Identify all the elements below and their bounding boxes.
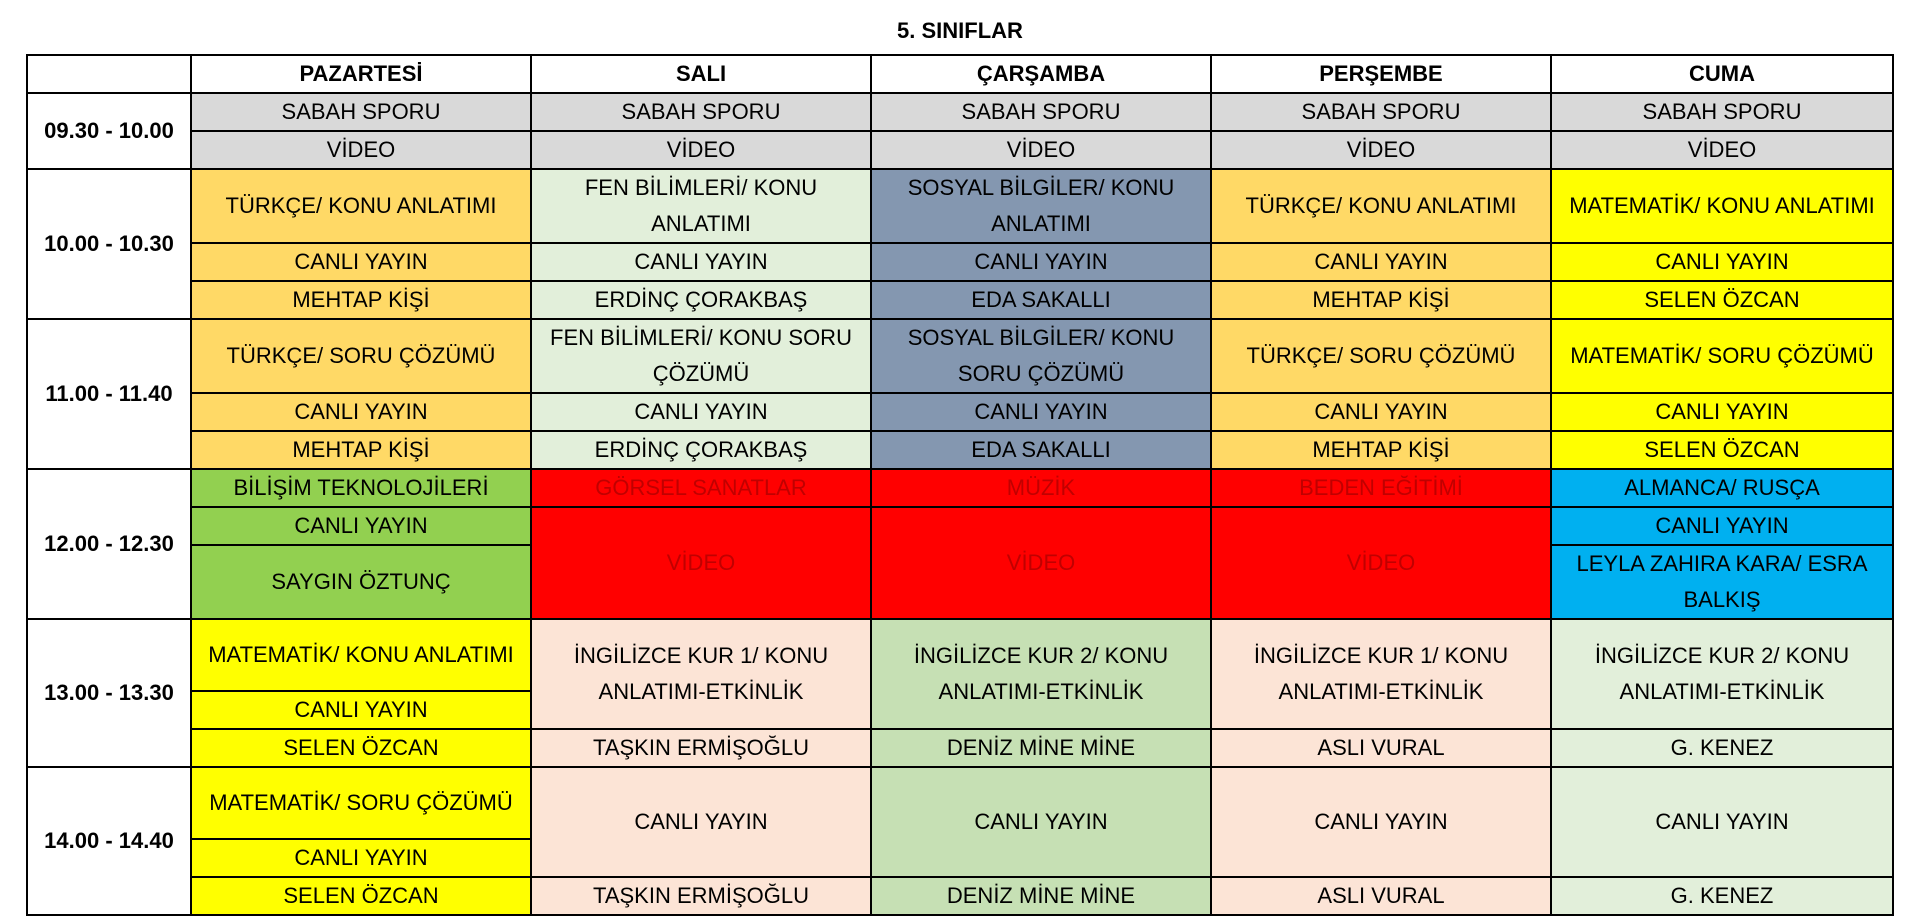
day-header: ÇARŞAMBA bbox=[871, 55, 1211, 93]
table-row bbox=[27, 93, 1893, 131]
subject-cell: İNGİLİZCE KUR 2/ KONU ANLATIMI-ETKİNLİK bbox=[1551, 619, 1893, 729]
schedule-cell: VİDEO bbox=[1211, 131, 1551, 169]
teacher-cell: SELEN ÖZCAN bbox=[1551, 431, 1893, 469]
header-row bbox=[27, 55, 1893, 93]
subject-cell: İNGİLİZCE KUR 1/ KONU ANLATIMI-ETKİNLİK bbox=[1211, 619, 1551, 729]
time-slot: 10.00 - 10.30 bbox=[27, 169, 191, 319]
table-row bbox=[27, 169, 1893, 243]
teacher-cell: DENİZ MİNE MİNE bbox=[871, 729, 1211, 767]
teacher-cell: ASLI VURAL bbox=[1211, 877, 1551, 915]
time-slot: 14.00 - 14.40 bbox=[27, 767, 191, 915]
teacher-cell: ERDİNÇ ÇORAKBAŞ bbox=[531, 281, 871, 319]
mode-cell: CANLI YAYIN bbox=[1211, 243, 1551, 281]
time-slot: 13.00 - 13.30 bbox=[27, 619, 191, 767]
subject-cell: SOSYAL BİLGİLER/ KONU ANLATIMI bbox=[871, 169, 1211, 243]
table-row bbox=[27, 393, 1893, 431]
day-header: SALI bbox=[531, 55, 871, 93]
time-slot: 09.30 - 10.00 bbox=[27, 93, 191, 169]
teacher-cell: DENİZ MİNE MİNE bbox=[871, 877, 1211, 915]
schedule-cell: VİDEO bbox=[871, 131, 1211, 169]
subject-cell: FEN BİLİMLERİ/ KONU ANLATIMI bbox=[531, 169, 871, 243]
teacher-cell: TAŞKIN ERMİŞOĞLU bbox=[531, 729, 871, 767]
table-row bbox=[27, 469, 1893, 507]
teacher-cell: SELEN ÖZCAN bbox=[1551, 281, 1893, 319]
table-row bbox=[27, 243, 1893, 281]
schedule-cell: VİDEO bbox=[1551, 131, 1893, 169]
mode-cell: CANLI YAYIN bbox=[1551, 507, 1893, 545]
teacher-cell: ERDİNÇ ÇORAKBAŞ bbox=[531, 431, 871, 469]
mode-cell: CANLI YAYIN bbox=[1551, 767, 1893, 877]
subject-cell: TÜRKÇE/ KONU ANLATIMI bbox=[191, 169, 531, 243]
schedule-cell: SABAH SPORU bbox=[1211, 93, 1551, 131]
table-row bbox=[27, 767, 1893, 839]
teacher-cell: SELEN ÖZCAN bbox=[191, 729, 531, 767]
subject-cell: MATEMATİK/ SORU ÇÖZÜMÜ bbox=[191, 767, 531, 839]
table-row bbox=[27, 131, 1893, 169]
subject-cell: MATEMATİK/ SORU ÇÖZÜMÜ bbox=[1551, 319, 1893, 393]
mode-cell: CANLI YAYIN bbox=[531, 393, 871, 431]
table-row bbox=[27, 877, 1893, 915]
subject-cell: SOSYAL BİLGİLER/ KONU SORU ÇÖZÜMÜ bbox=[871, 319, 1211, 393]
schedule-cell: SABAH SPORU bbox=[871, 93, 1211, 131]
teacher-cell: MEHTAP KİŞİ bbox=[1211, 281, 1551, 319]
schedule-cell: SABAH SPORU bbox=[191, 93, 531, 131]
day-header: PAZARTESİ bbox=[191, 55, 531, 93]
mode-cell: VİDEO bbox=[1211, 507, 1551, 619]
schedule-cell: SABAH SPORU bbox=[1551, 93, 1893, 131]
mode-cell: CANLI YAYIN bbox=[871, 393, 1211, 431]
subject-cell: TÜRKÇE/ SORU ÇÖZÜMÜ bbox=[1211, 319, 1551, 393]
mode-cell: CANLI YAYIN bbox=[191, 507, 531, 545]
teacher-cell: G. KENEZ bbox=[1551, 729, 1893, 767]
teacher-cell: SELEN ÖZCAN bbox=[191, 877, 531, 915]
mode-cell: CANLI YAYIN bbox=[531, 767, 871, 877]
teacher-cell: MEHTAP KİŞİ bbox=[191, 281, 531, 319]
schedule-cell: VİDEO bbox=[531, 131, 871, 169]
teacher-cell: SAYGIN ÖZTUNÇ bbox=[191, 545, 531, 619]
schedule-cell: VİDEO bbox=[191, 131, 531, 169]
teacher-cell: EDA SAKALLI bbox=[871, 281, 1211, 319]
time-slot: 12.00 - 12.30 bbox=[27, 469, 191, 619]
subject-cell: TÜRKÇE/ KONU ANLATIMI bbox=[1211, 169, 1551, 243]
table-row bbox=[27, 507, 1893, 545]
table-row bbox=[27, 431, 1893, 469]
mode-cell: CANLI YAYIN bbox=[191, 691, 531, 729]
subject-cell: GÖRSEL SANATLAR bbox=[531, 469, 871, 507]
mode-cell: CANLI YAYIN bbox=[191, 839, 531, 877]
teacher-cell: TAŞKIN ERMİŞOĞLU bbox=[531, 877, 871, 915]
subject-cell: BEDEN EĞİTİMİ bbox=[1211, 469, 1551, 507]
day-header: CUMA bbox=[1551, 55, 1893, 93]
teacher-cell: EDA SAKALLI bbox=[871, 431, 1211, 469]
mode-cell: VİDEO bbox=[531, 507, 871, 619]
subject-cell: ALMANCA/ RUSÇA bbox=[1551, 469, 1893, 507]
mode-cell: CANLI YAYIN bbox=[191, 393, 531, 431]
day-header: PERŞEMBE bbox=[1211, 55, 1551, 93]
mode-cell: CANLI YAYIN bbox=[871, 767, 1211, 877]
subject-cell: MÜZİK bbox=[871, 469, 1211, 507]
subject-cell: BİLİŞİM TEKNOLOJİLERİ bbox=[191, 469, 531, 507]
subject-cell: İNGİLİZCE KUR 1/ KONU ANLATIMI-ETKİNLİK bbox=[531, 619, 871, 729]
mode-cell: CANLI YAYIN bbox=[1551, 393, 1893, 431]
schedule-cell: SABAH SPORU bbox=[531, 93, 871, 131]
table-row bbox=[27, 729, 1893, 767]
mode-cell: CANLI YAYIN bbox=[1551, 243, 1893, 281]
subject-cell: FEN BİLİMLERİ/ KONU SORU ÇÖZÜMÜ bbox=[531, 319, 871, 393]
teacher-cell: MEHTAP KİŞİ bbox=[1211, 431, 1551, 469]
subject-cell: MATEMATİK/ KONU ANLATIMI bbox=[1551, 169, 1893, 243]
mode-cell: VİDEO bbox=[871, 507, 1211, 619]
time-slot: 11.00 - 11.40 bbox=[27, 319, 191, 469]
mode-cell: CANLI YAYIN bbox=[1211, 393, 1551, 431]
teacher-cell: MEHTAP KİŞİ bbox=[191, 431, 531, 469]
corner-cell bbox=[27, 55, 191, 93]
subject-cell: İNGİLİZCE KUR 2/ KONU ANLATIMI-ETKİNLİK bbox=[871, 619, 1211, 729]
mode-cell: CANLI YAYIN bbox=[191, 243, 531, 281]
mode-cell: CANLI YAYIN bbox=[871, 243, 1211, 281]
mode-cell: CANLI YAYIN bbox=[531, 243, 871, 281]
teacher-cell: G. KENEZ bbox=[1551, 877, 1893, 915]
table-row bbox=[27, 319, 1893, 393]
table-row bbox=[27, 281, 1893, 319]
teacher-cell: LEYLA ZAHIRA KARA/ ESRA BALKIŞ bbox=[1551, 545, 1893, 619]
subject-cell: MATEMATİK/ KONU ANLATIMI bbox=[191, 619, 531, 691]
teacher-cell: ASLI VURAL bbox=[1211, 729, 1551, 767]
subject-cell: TÜRKÇE/ SORU ÇÖZÜMÜ bbox=[191, 319, 531, 393]
page-title: 5. SINIFLAR bbox=[897, 18, 1023, 43]
table-row bbox=[27, 619, 1893, 691]
schedule-table bbox=[26, 54, 1894, 916]
mode-cell: CANLI YAYIN bbox=[1211, 767, 1551, 877]
